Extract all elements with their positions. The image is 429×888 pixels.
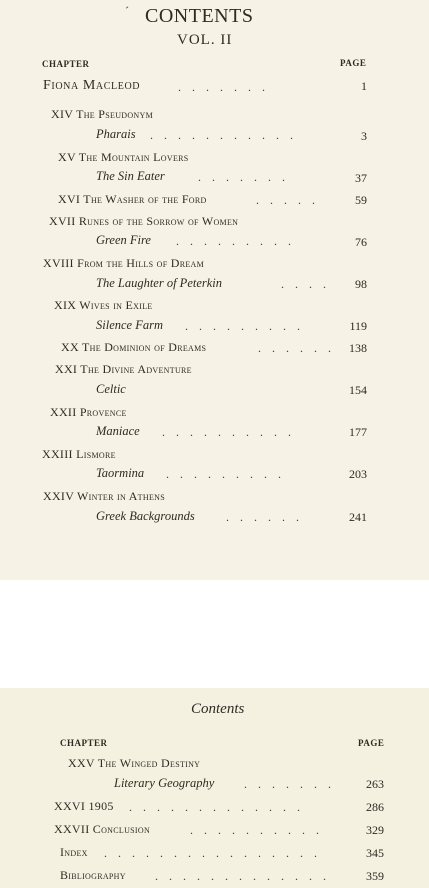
page-number: 359 xyxy=(366,869,384,883)
page-number: 59 xyxy=(355,193,367,207)
toc-heading: Bibliography xyxy=(60,868,126,882)
toc-subtitle: Taormina xyxy=(96,466,145,480)
dot-leader: . . . . . . . . . xyxy=(176,234,295,248)
page-number: 263 xyxy=(366,777,384,791)
page-number: 76 xyxy=(355,235,367,249)
toc-subtitle: The Sin Eater xyxy=(96,169,165,183)
toc-subtitle: Greek Backgrounds xyxy=(96,509,195,523)
dot-leader: . . . . . . . . . . xyxy=(190,823,323,837)
page-number: 98 xyxy=(355,277,367,291)
dot-leader: . . . . . . xyxy=(258,341,335,355)
toc-subtitle: Green Fire xyxy=(96,233,151,247)
toc-subtitle: The Laughter of Peterkin xyxy=(96,276,223,290)
page-number: 37 xyxy=(355,171,367,185)
toc-heading: XX The Dominion of Dreams xyxy=(61,340,207,354)
toc-heading: Fiona Macleod xyxy=(43,78,141,93)
page-number: 286 xyxy=(366,800,384,814)
toc-subtitle: Pharais xyxy=(96,127,136,141)
page-number: 1 xyxy=(361,79,367,93)
toc-heading: XIX Wives in Exile xyxy=(54,298,153,312)
page-number: 241 xyxy=(349,510,367,524)
dot-leader: . . . . . . . xyxy=(198,170,289,184)
toc-heading: XXVI 1905 xyxy=(54,799,114,813)
dot-leader: . . . . . . . xyxy=(178,80,269,94)
dot-leader: . . . . . . . . . . xyxy=(162,425,295,439)
dot-leader: . . . . . . . . . . . . . xyxy=(129,800,304,814)
toc-heading: XXI The Divine Adventure xyxy=(55,362,192,376)
page-number: 3 xyxy=(361,129,367,143)
page-number: 154 xyxy=(349,383,367,397)
page-number: 329 xyxy=(366,823,384,837)
page-column-header: PAGE xyxy=(340,58,367,68)
page-number: 203 xyxy=(349,467,367,481)
stray-mark: ´ xyxy=(125,4,129,18)
toc-subtitle: Silence Farm xyxy=(96,318,163,332)
toc-heading: XVIII From the Hills of Dream xyxy=(43,256,205,270)
toc-heading: XXII Provence xyxy=(50,405,127,419)
chapter-column-header: CHAPTER xyxy=(42,59,90,69)
toc-heading: XVII Runes of the Sorrow of Women xyxy=(49,214,239,228)
volume-label: VOL. II xyxy=(177,32,233,48)
toc-subtitle: Celtic xyxy=(96,382,126,396)
toc-heading: Index xyxy=(60,845,88,859)
dot-leader: . . . . xyxy=(281,277,330,291)
toc-heading: XXVII Conclusion xyxy=(54,822,151,836)
toc-heading: XXIV Winter in Athens xyxy=(43,489,165,503)
page-number: 138 xyxy=(349,341,367,355)
toc-subtitle: Maniace xyxy=(96,424,140,438)
toc-heading: XV The Mountain Lovers xyxy=(58,150,189,164)
page-number: 345 xyxy=(366,846,384,860)
page-number: 119 xyxy=(349,319,367,333)
toc-heading: XVI The Washer of the Ford xyxy=(58,192,207,206)
toc-heading: XXV The Winged Destiny xyxy=(68,756,201,770)
page-number: 177 xyxy=(349,425,367,439)
toc-subtitle: Literary Geography xyxy=(114,776,215,790)
dot-leader: . . . . . . . . . . . . . xyxy=(155,869,330,883)
dot-leader: . . . . . . . . . xyxy=(185,319,304,333)
dot-leader: . . . . . . . xyxy=(244,777,335,791)
dot-leader: . . . . . . xyxy=(226,510,303,524)
book-page-contents-continued xyxy=(0,688,429,888)
dot-leader: . . . . . xyxy=(256,193,319,207)
toc-heading: XXIII Lismore xyxy=(42,447,116,461)
chapter-column-header: CHAPTER xyxy=(60,738,108,748)
page-title: CONTENTS xyxy=(145,5,254,27)
toc-heading: XIV The Pseudonym xyxy=(51,107,153,121)
dot-leader: . . . . . . . . . . . . . . . . xyxy=(104,846,321,860)
page-header-title: Contents xyxy=(191,701,245,717)
dot-leader: . . . . . . . . . . . xyxy=(150,128,297,142)
dot-leader: . . . . . . . . . xyxy=(166,467,285,481)
page-column-header: PAGE xyxy=(358,738,385,748)
